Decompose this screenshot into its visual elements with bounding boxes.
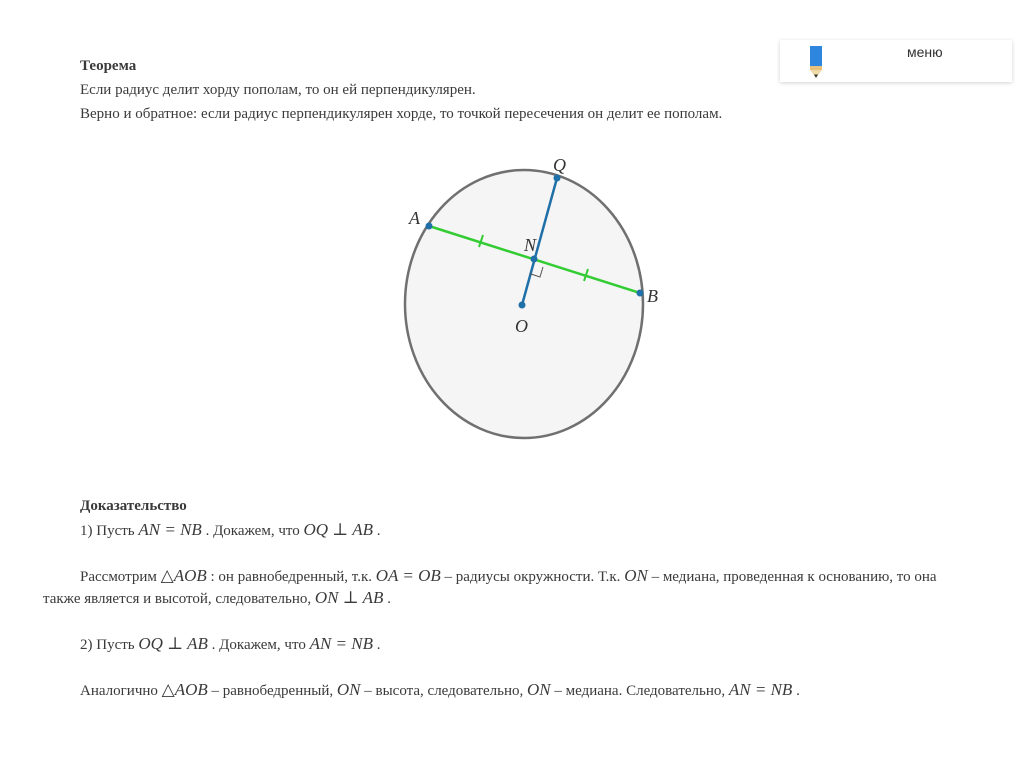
proof-consider-line-1 <box>80 566 937 587</box>
proof-step-1 <box>80 520 381 541</box>
text: . Докажем, что <box>207 637 310 653</box>
point-a <box>426 223 433 230</box>
text: – медиана, проведенная к основанию, то она <box>647 569 937 585</box>
text: . Докажем, что <box>201 523 304 539</box>
text: : он равнобедренный, т.к. <box>206 569 376 585</box>
math: △AOB <box>160 566 207 585</box>
math: ON ⊥ AB <box>314 588 384 607</box>
math: ON <box>336 680 361 699</box>
math: AN = NB <box>728 680 793 699</box>
label-b: B <box>647 286 658 306</box>
proof-consider-line-2 <box>43 588 391 609</box>
text: . <box>383 591 391 607</box>
math: OA = OB <box>375 566 441 585</box>
text: – высота, следовательно, <box>360 683 527 699</box>
math: AN = NB <box>138 520 202 539</box>
math: △AOB <box>161 680 208 699</box>
label-o: O <box>515 316 528 336</box>
point-o <box>519 302 526 309</box>
text: 2) Пусть <box>80 637 139 653</box>
math: ON <box>624 566 648 585</box>
text: 1) Пусть <box>80 523 139 539</box>
menu-label[interactable]: меню <box>907 44 943 60</box>
math: OQ ⊥ AB <box>303 520 373 539</box>
theorem-line-1: Если радиус делит хорду пополам, то он ей перпендикулярен. <box>80 82 476 98</box>
geometry-figure <box>380 150 700 450</box>
pencil-icon <box>808 44 824 78</box>
text: Аналогично <box>80 683 162 699</box>
proof-step-2 <box>80 634 381 655</box>
point-b <box>637 290 644 297</box>
label-n: N <box>524 235 537 255</box>
proof-heading: Доказательство <box>80 498 187 514</box>
label-q: Q <box>553 155 566 175</box>
text: также является и высотой, следовательно, <box>43 591 315 607</box>
math: OQ ⊥ AB <box>138 634 208 653</box>
point-q <box>554 175 561 182</box>
theorem-heading: Теорема <box>80 58 137 74</box>
text: – равнобедренный, <box>207 683 337 699</box>
theorem-line-2: Верно и обратное: если радиус перпендикулярен хорде, то точкой пересечения он делит ее пополам. <box>80 106 723 122</box>
text: . <box>373 637 381 653</box>
math: AN = NB <box>309 634 373 653</box>
point-n <box>531 256 538 263</box>
proof-similar <box>80 680 800 701</box>
text: . <box>373 523 381 539</box>
math: ON <box>527 680 551 699</box>
menu-panel[interactable] <box>780 40 1012 82</box>
text: Рассмотрим <box>80 569 161 585</box>
text: – радиусы окружности. Т.к. <box>440 569 625 585</box>
text: . <box>792 683 800 699</box>
text: – медиана. Следовательно, <box>550 683 729 699</box>
label-a: A <box>409 208 420 228</box>
